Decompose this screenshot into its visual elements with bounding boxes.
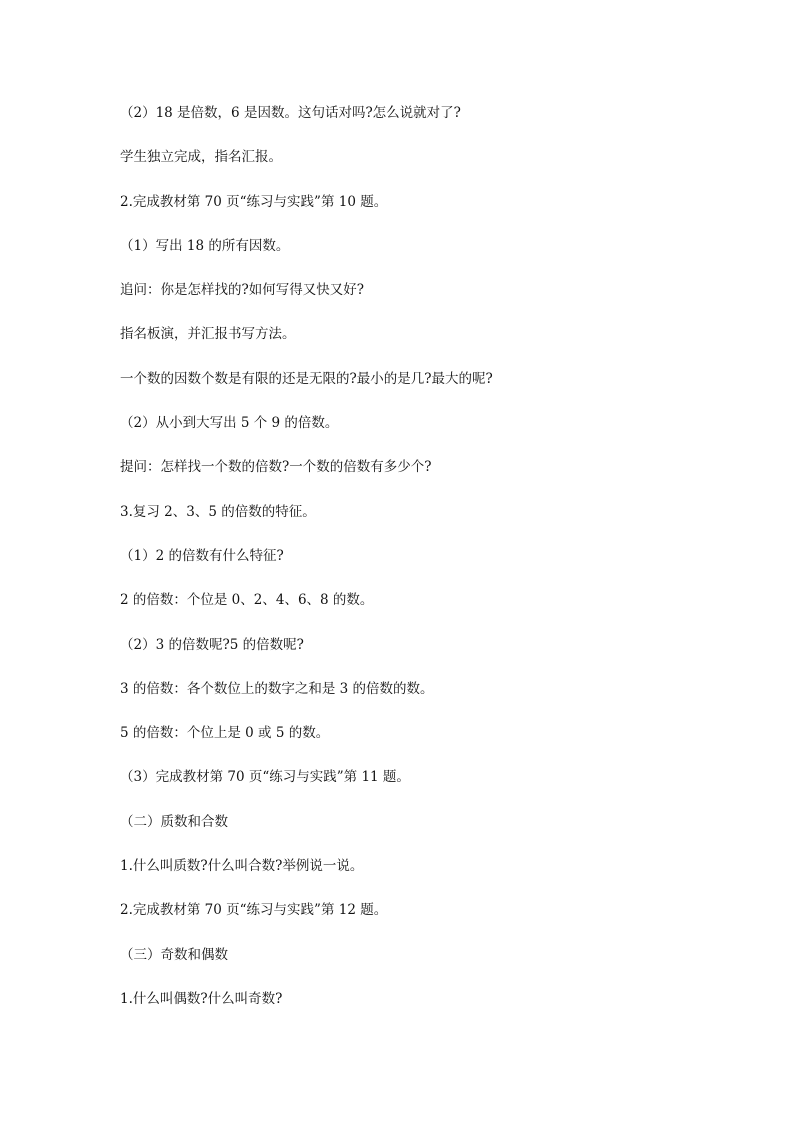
text-line: 提问：怎样找一个数的倍数?一个数的倍数有多少个? — [120, 459, 432, 476]
text-line: 1.什么叫质数?什么叫合数?举例说一说。 — [120, 858, 364, 875]
text-line: （1）2 的倍数有什么特征? — [120, 547, 284, 564]
text-line: 2 的倍数：个位是 0、2、4、6、8 的数。 — [120, 592, 374, 609]
text-line: 追问：你是怎样找的?如何写得又快又好? — [120, 282, 364, 299]
text-line: （2）18 是倍数，6 是因数。这句话对吗?怎么说就对了? — [120, 105, 461, 121]
text-line: 学生独立完成，指名汇报。 — [120, 149, 282, 166]
section-heading: （二）质数和合数 — [120, 813, 228, 830]
text-line: （3）完成教材第 70 页“练习与实践”第 11 题。 — [120, 769, 410, 786]
text-line: 指名板演，并汇报书写方法。 — [120, 326, 296, 343]
text-line: 2.完成教材第 70 页“练习与实践”第 12 题。 — [120, 902, 388, 919]
text-line: 2.完成教材第 70 页“练习与实践”第 10 题。 — [120, 193, 388, 210]
text-line: （1）写出 18 的所有因数。 — [120, 237, 290, 254]
text-line: 1.什么叫偶数?什么叫奇数? — [120, 990, 283, 1007]
document-body — [120, 103, 680, 1033]
text-line: 3 的倍数：各个数位上的数字之和是 3 的倍数的数。 — [120, 680, 434, 697]
section-heading: 3.复习 2、3、5 的倍数的特征。 — [120, 503, 316, 520]
text-line: 5 的倍数：个位上是 0 或 5 的数。 — [120, 725, 330, 742]
text-line: （2）3 的倍数呢?5 的倍数呢? — [120, 636, 304, 653]
section-heading: （三）奇数和偶数 — [120, 946, 228, 963]
text-line: 一个数的因数个数是有限的还是无限的?最小的是几?最大的呢? — [120, 370, 493, 387]
text-line: （2）从小到大写出 5 个 9 的倍数。 — [120, 415, 339, 432]
